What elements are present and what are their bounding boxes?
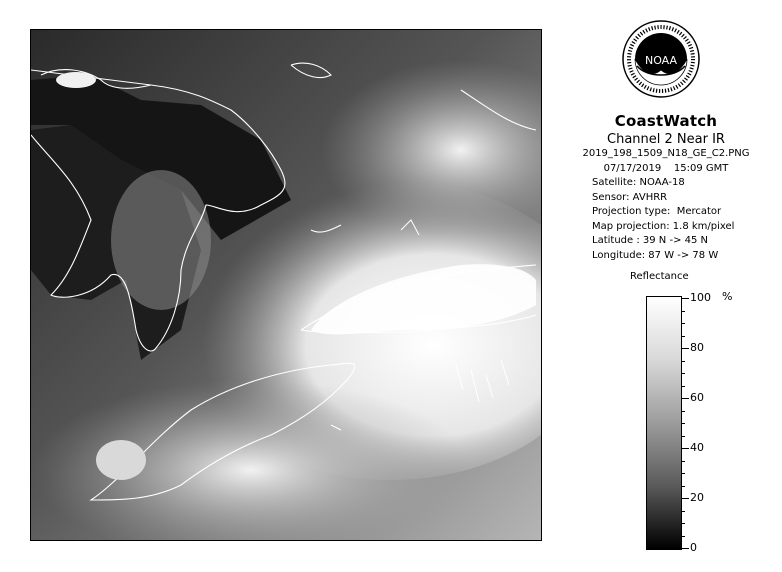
- meta-satellite: Satellite: NOAA-18: [592, 177, 685, 188]
- colorbar-minor-tick: [681, 373, 685, 374]
- colorbar-tick-label: 40: [690, 441, 704, 454]
- legend-unit: %: [722, 290, 733, 303]
- channel-label: Channel 2 Near IR: [607, 132, 725, 147]
- noaa-logo: [622, 20, 700, 98]
- app-title: CoastWatch: [614, 112, 718, 130]
- colorbar-minor-tick: [681, 511, 685, 512]
- colorbar-minor-tick: [681, 336, 685, 337]
- colorbar-minor-tick: [681, 411, 685, 412]
- colorbar-minor-tick: [681, 473, 685, 474]
- colorbar-tick-label: 80: [690, 341, 704, 354]
- colorbar-tick-label: 20: [690, 491, 704, 504]
- colorbar-minor-tick: [681, 461, 685, 462]
- filename: 2019_198_1509_N18_GE_C2.PNG: [582, 148, 750, 159]
- cloud-haze-west: [111, 170, 211, 310]
- meta-projection-type: Projection type: Mercator: [592, 206, 722, 217]
- colorbar-minor-tick: [681, 536, 685, 537]
- satellite-map: [30, 29, 542, 541]
- colorbar-tick-label: 100: [690, 291, 711, 304]
- meta-map-projection: Map projection: 1.8 km/pixel: [592, 220, 735, 232]
- cloud-fleck: [56, 72, 96, 88]
- logo-text: NOAA: [644, 54, 678, 67]
- colorbar-minor-tick: [681, 486, 685, 487]
- colorbar-tick-label: 60: [690, 391, 704, 404]
- legend-title: Reflectance: [630, 271, 689, 282]
- colorbar-minor-tick: [681, 361, 685, 362]
- colorbar-tick: [681, 398, 689, 399]
- colorbar-minor-tick: [681, 311, 685, 312]
- colorbar-minor-tick: [681, 323, 685, 324]
- colorbar-tick: [681, 498, 689, 499]
- meta-longitude: Longitude: 87 W -> 78 W: [592, 249, 719, 261]
- metadata-list: [566, 176, 766, 263]
- colorbar-tick: [681, 348, 689, 349]
- cloud-fleck: [96, 440, 146, 480]
- colorbar-minor-tick: [681, 386, 685, 387]
- map-image: [31, 30, 541, 540]
- colorbar-tick-label: 0: [690, 541, 697, 554]
- datetime: 07/17/2019 15:09 GMT: [603, 162, 729, 174]
- info-panel: [566, 112, 766, 263]
- colorbar-minor-tick: [681, 423, 685, 424]
- colorbar-tick: [681, 548, 689, 549]
- colorbar-minor-tick: [681, 436, 685, 437]
- colorbar-tick: [681, 298, 689, 299]
- reflectance-colorbar: [646, 296, 682, 550]
- colorbar-tick: [681, 448, 689, 449]
- meta-sensor: Sensor: AVHRR: [592, 191, 668, 203]
- meta-latitude: Latitude : 39 N -> 45 N: [592, 235, 709, 246]
- colorbar-minor-tick: [681, 523, 685, 524]
